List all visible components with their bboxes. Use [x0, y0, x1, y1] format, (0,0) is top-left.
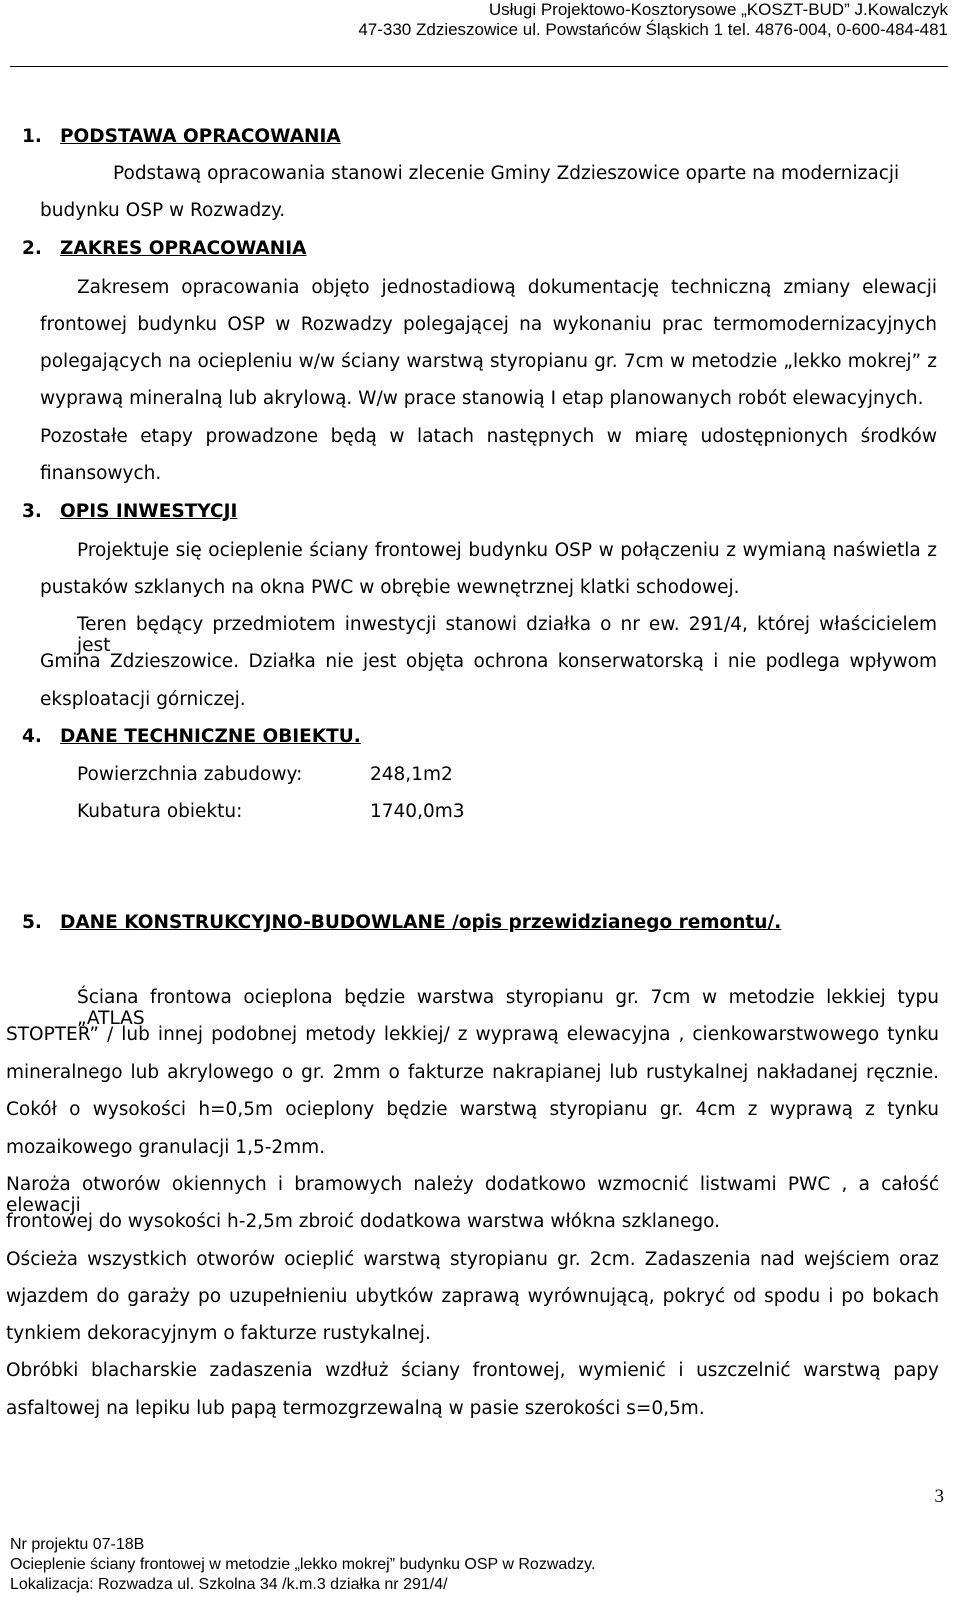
- section-5-line: Ściana frontowa ocieplona będzie warstwa styropianu gr. 7cm w metodzie lekkiej typu „ATLAS: [77, 987, 939, 1029]
- section-4-title: DANE TECHNICZNE OBIEKTU.: [60, 726, 361, 747]
- section-5-line: wjazdem do garaży po uzupełnieniu ubytków zaprawą wyrównującą, pokryć od spodu i po bokach: [6, 1286, 939, 1307]
- footer-location: Lokalizacja: Rozwadza ul. Szkolna 34 /k.m.3 działka nr 291/4/: [10, 1576, 448, 1593]
- section-3-line: Projektuje się ocieplenie ściany frontowej budynku OSP w połączeniu z wymianą naświetla z: [77, 540, 937, 561]
- section-5-line: Ościeża wszystkich otworów ocieplić warstwą styropianu gr. 2cm. Zadaszenia nad wejściem oraz: [6, 1249, 939, 1270]
- section-1-number: 1.: [22, 126, 42, 147]
- section-2-line: wyprawą mineralną lub akrylową. W/w prace stanowią I etap planowanych robót elewacyjnych.: [40, 388, 924, 409]
- section-3-line: Gmina Zdzieszowice. Działka nie jest objęta ochrona konserwatorską i nie podlega wpływom: [40, 651, 937, 672]
- section-2-line: Pozostałe etapy prowadzone będą w latach następnych w miarę udostępnionych środków: [40, 426, 937, 447]
- section-5-line: STOPTER” / lub innej podobnej metody lekkiej/ z wyprawą elewacyjna , cienkowarstwowego tynku: [6, 1024, 939, 1045]
- section-1-line: budynku OSP w Rozwadzy.: [40, 200, 286, 221]
- section-5-line: mozaikowego granulacji 1,5-2mm.: [6, 1137, 326, 1158]
- section-5-line: asfaltowej na lepiku lub papą termozgrzewalną w pasie szerokości s=0,5m.: [6, 1398, 705, 1419]
- section-5-line: mineralnego lub akrylowego o gr. 2mm o fakturze nakrapianej lub rustykalnej nakładanej ręcznie.: [6, 1062, 939, 1083]
- section-2-line: finansowych.: [40, 463, 162, 484]
- section-2-line: polegających na ociepleniu w/w ściany warstwą styropianu gr. 7cm w metodzie „lekko mokrej” z: [40, 351, 937, 372]
- section-5-line: tynkiem dekoracyjnym o fakturze rustykalnej.: [6, 1323, 431, 1344]
- footer-project: Nr projektu 07-18B: [10, 1536, 145, 1553]
- footer-title: Ocieplenie ściany frontowej w metodzie „lekko mokrej” budynku OSP w Rozwadzy.: [10, 1556, 596, 1573]
- spec-label: Powierzchnia zabudowy:: [77, 764, 303, 785]
- header-rule: [10, 66, 948, 67]
- section-5-line: Obróbki blacharskie zadaszenia wzdłuż ściany frontowej, wymienić i uszczelnić warstwą papy: [6, 1360, 939, 1381]
- section-5-line: Cokół o wysokości h=0,5m ocieplony będzie warstwą styropianu gr. 4cm z wyprawą z tynku: [6, 1099, 939, 1120]
- section-5-line: frontowej do wysokości h-2,5m zbroić dodatkowa warstwa włókna szklanego.: [6, 1211, 720, 1232]
- spec-label: Kubatura obiektu:: [77, 801, 243, 822]
- section-5-line: Naroża otworów okiennych i bramowych należy dodatkowo wzmocnić listwami PWC , a całość elewacji: [6, 1174, 939, 1216]
- section-2-line: frontowej budynku OSP w Rozwadzy polegającej na wykonaniu prac termomodernizacyjnych: [40, 314, 937, 335]
- section-4-number: 4.: [22, 726, 42, 747]
- spec-value: 1740,0m3: [370, 801, 465, 822]
- header-address: 47-330 Zdzieszowice ul. Powstańców Śląskich 1 tel. 4876-004, 0-600-484-481: [358, 20, 948, 39]
- section-1-line: Podstawą opracowania stanowi zlecenie Gminy Zdzieszowice oparte na modernizacji: [113, 163, 900, 184]
- header-company: Usługi Projektowo-Kosztorysowe „KOSZT-BUD” J.Kowalczyk: [488, 0, 948, 19]
- spec-value: 248,1m2: [370, 764, 453, 785]
- section-3-line: Teren będący przedmiotem inwestycji stanowi działka o nr ew. 291/4, której właścicielem jest: [77, 614, 937, 656]
- page-number: 3: [934, 1486, 944, 1507]
- section-2-line: Zakresem opracowania objęto jednostadiową dokumentację techniczną zmiany elewacji: [77, 277, 937, 298]
- section-5-number: 5.: [22, 912, 42, 933]
- section-1-title: PODSTAWA OPRACOWANIA: [60, 126, 341, 147]
- section-2-number: 2.: [22, 238, 42, 259]
- section-3-line: eksploatacji górniczej.: [40, 689, 246, 710]
- section-2-title: ZAKRES OPRACOWANIA: [60, 238, 307, 259]
- section-3-number: 3.: [22, 501, 42, 522]
- section-5-title: DANE KONSTRUKCYJNO-BUDOWLANE /opis przewidzianego remontu/.: [60, 912, 782, 933]
- section-3-line: pustaków szklanych na okna PWC w obrębie wewnętrznej klatki schodowej.: [40, 577, 740, 598]
- section-3-title: OPIS INWESTYCJI: [60, 501, 238, 522]
